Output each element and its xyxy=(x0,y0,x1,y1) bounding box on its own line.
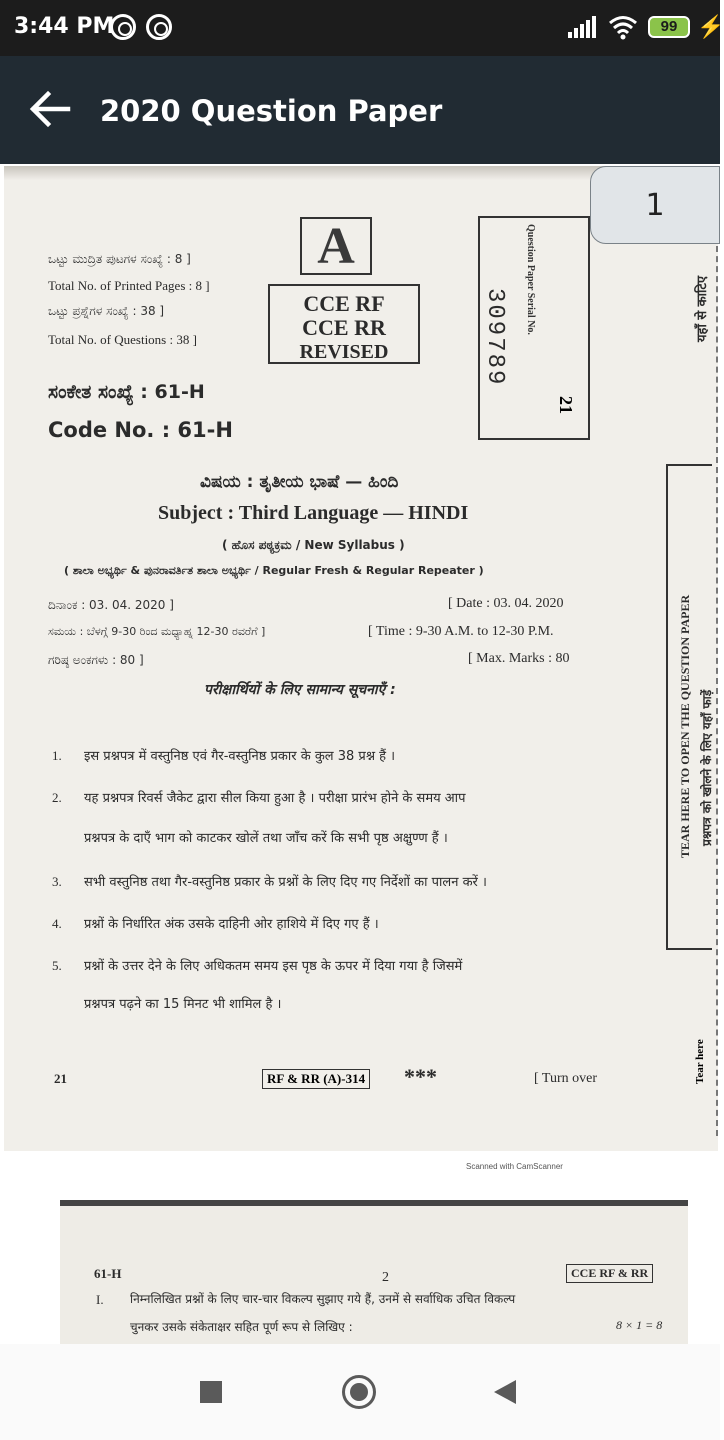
instruction-num: 1. xyxy=(52,748,62,763)
question-marks: 8 × 1 = 8 xyxy=(616,1318,663,1332)
instructions-title: परीक्षार्थियों के लिए सामान्य सूचनाएँ : xyxy=(204,682,396,698)
serial-no-short: 21 xyxy=(556,396,576,414)
notification-icon xyxy=(110,14,136,40)
cut-line xyxy=(716,236,718,1136)
footer-stars: *** xyxy=(404,1064,437,1089)
subject: Subject : Third Language — HINDI xyxy=(158,502,469,524)
cce-line: CCE RF xyxy=(303,291,385,316)
footer-code: RF & RR (A)-314 xyxy=(262,1069,370,1089)
total-questions: Total No. of Questions : 38 ] xyxy=(48,332,197,347)
candidate-type: ( ಶಾಲಾ ಅಭ್ಯರ್ಥಿ & ಪುನರಾವರ್ತಿತ ಶಾಲಾ ಅಭ್ಯರ್ಥಿ / Regular Fresh & Regular Repeater ) xyxy=(64,564,484,577)
notification-icon xyxy=(146,14,172,40)
scan-credit: Scanned with CamScanner xyxy=(466,1162,563,1171)
status-bar xyxy=(0,0,724,56)
version-badge: A xyxy=(300,217,372,275)
code-no: Code No. : 61-H xyxy=(48,418,233,442)
document-viewer[interactable] xyxy=(0,164,720,1344)
exam-date: [ Date : 03. 04. 2020 xyxy=(448,596,564,611)
page2-badge: CCE RF & RR xyxy=(566,1264,653,1283)
instruction-line: प्रश्नपत्र के दाएँ भाग को काटकर खोलें तथा जाँच करें कि सभी पृष्ठ अक्षुण्ण हैं । xyxy=(84,831,448,846)
cce-line: REVISED xyxy=(299,341,389,363)
battery-level: 99 xyxy=(660,18,678,35)
nav-bar xyxy=(0,1344,720,1440)
question-line: चुनकर उसके संकेताक्षर सहित पूर्ण रूप से लिखिए : xyxy=(130,1320,353,1334)
instruction-num: 3. xyxy=(52,874,62,889)
instruction-line: प्रश्नों के उत्तर देने के लिए अधिकतम समय इस पृष्ठ के ऊपर में दिया गया है जिसमें xyxy=(84,959,463,974)
question-line: निम्नलिखित प्रश्नों के लिए चार-चार विकल्प सुझाए गये हैं, उनमें से सर्वाधिक उचित विकल्प xyxy=(130,1292,516,1306)
kn-pages-line: ಒಟ್ಟು ಮುದ್ರಿತ ಪುಟಗಳ ಸಂಖ್ಯೆ : 8 ] xyxy=(48,252,191,266)
question-num: I. xyxy=(96,1292,104,1307)
back-icon[interactable] xyxy=(494,1380,516,1404)
back-arrow-icon[interactable] xyxy=(26,84,76,134)
page2-number: 2 xyxy=(382,1270,389,1285)
kn-questions-line: ಒಟ್ಟು ಪ್ರಶ್ನೆಗಳ ಸಂಖ್ಯೆ : 38 ] xyxy=(48,304,165,318)
exam-time: [ Time : 9-30 A.M. to 12-30 P.M. xyxy=(368,624,554,639)
total-pages: Total No. of Printed Pages : 8 ] xyxy=(48,278,210,293)
kn-time: ಸಮಯ : ಬೆಳಗ್ಗೆ 9-30 ರಿಂದ ಮಧ್ಯಾಹ್ನ 12-30 ರವರೆಗೆ ] xyxy=(48,625,266,638)
instruction-line: यह प्रश्नपत्र रिवर्स जैकेट द्वारा सील किया हुआ है । परीक्षा प्रारंभ होने के समय आप xyxy=(84,791,466,806)
kn-subject: ವಿಷಯ : ತೃತೀಯ ಭಾಷೆ — ಹಿಂದಿ xyxy=(200,472,399,492)
document-page xyxy=(4,166,718,1151)
document-page-2 xyxy=(60,1200,688,1350)
status-time: 3:44 PM xyxy=(14,14,115,39)
kn-marks: ಗರಿಷ್ಠ ಅಂಕಗಳು : 80 ] xyxy=(48,653,144,667)
instruction-num: 2. xyxy=(52,790,62,805)
syllabus: ( ಹೊಸ ಪಠ್ಯಕ್ರಮ / New Syllabus ) xyxy=(222,538,405,552)
kn-date: ದಿನಾಂಕ : 03. 04. 2020 ] xyxy=(48,598,174,612)
signal-icon xyxy=(568,16,598,38)
instruction-line: सभी वस्तुनिष्ठ तथा गैर-वस्तुनिष्ठ प्रकार के प्रश्नों के लिए दिए गए निर्देशों का पालन करें । xyxy=(84,875,487,890)
instruction-num: 5. xyxy=(52,958,62,973)
instruction-line: इस प्रश्नपत्र में वस्तुनिष्ठ एवं गैर-वस्तुनिष्ठ प्रकार के कुल 38 प्रश्न हैं । xyxy=(84,749,396,764)
battery-icon xyxy=(648,16,690,38)
wifi-icon xyxy=(608,14,638,40)
home-icon[interactable] xyxy=(342,1375,376,1409)
kn-code-no: ಸಂಕೇತ ಸಂಖ್ಯೆ : 61-H xyxy=(48,381,205,403)
serial-box xyxy=(478,216,590,440)
instruction-num: 4. xyxy=(52,916,62,931)
charging-icon: ⚡ xyxy=(697,14,724,39)
turn-over: [ Turn over xyxy=(534,1071,598,1086)
footer-left: 21 xyxy=(54,1071,67,1086)
cce-box xyxy=(268,284,420,364)
instruction-line: प्रश्नपत्र पढ़ने का 15 मिनट भी शामिल है । xyxy=(84,997,282,1012)
tear-here-hindi: प्रश्नपत्र को खोलने के लिए यहाँ फाड़ें xyxy=(700,689,714,846)
page2-code: 61-H xyxy=(94,1266,122,1281)
instruction-line: प्रश्नों के निर्धारित अंक उसके दाहिनी ओर हाशिये में दिए गए हैं । xyxy=(84,917,379,932)
recents-icon[interactable] xyxy=(200,1381,222,1403)
app-bar xyxy=(0,56,720,164)
cce-line: CCE RR xyxy=(302,315,386,340)
tear-here-label: TEAR HERE TO OPEN THE QUESTION PAPER xyxy=(678,594,692,858)
max-marks: [ Max. Marks : 80 xyxy=(468,651,570,666)
page-indicator: 1 xyxy=(590,166,720,244)
cut-here-hindi: यहाँ से काटिए xyxy=(695,275,710,342)
serial-label: Question Paper Serial No. xyxy=(525,224,536,335)
page-title: 2020 Question Paper xyxy=(100,94,443,128)
tear-here-small: Tear here xyxy=(694,1039,706,1084)
serial-number: 309789 xyxy=(481,288,508,387)
